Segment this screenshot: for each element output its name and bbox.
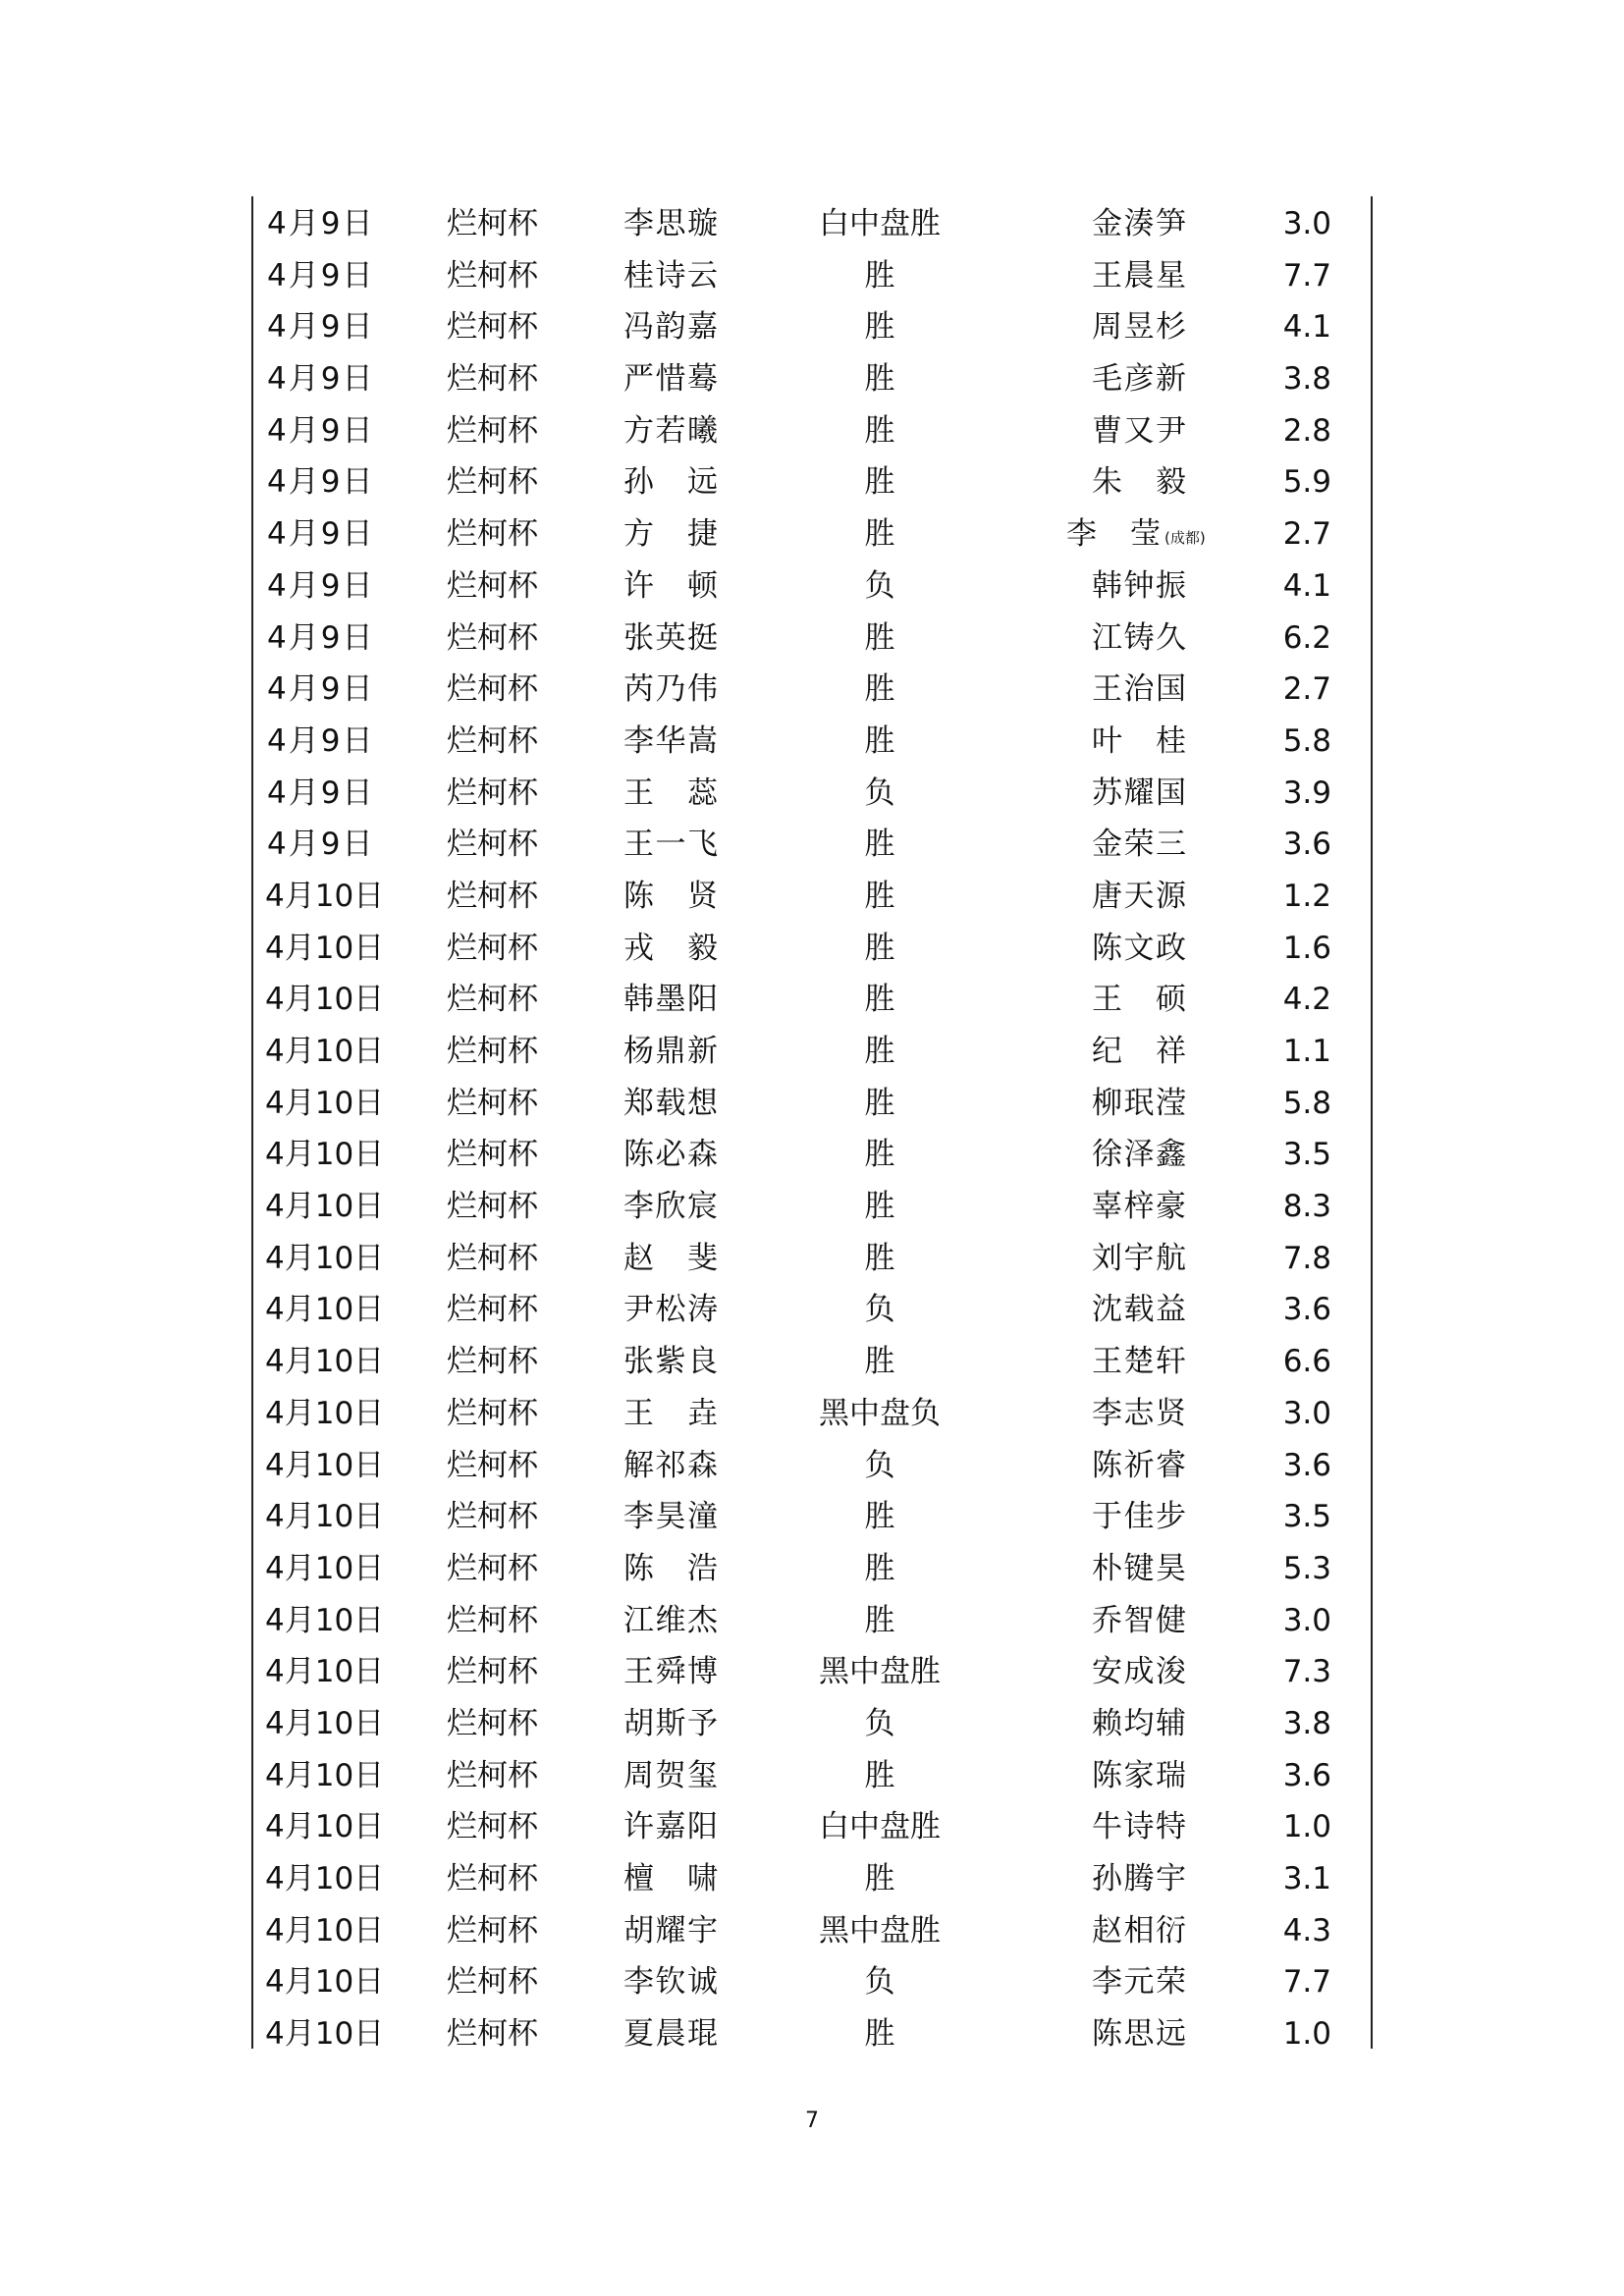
opponent-cell: 沈载益 [1092,1292,1186,1328]
result-cell: 负 [864,567,895,604]
value-cell: 3.0 [1282,206,1331,241]
date-cell: 4月10日 [265,1344,385,1380]
value-cell: 3.0 [1282,1602,1331,1638]
opponent-cell: 陈思远 [1092,2016,1186,2053]
date-cell: 4月9日 [267,671,375,708]
player-cell: 陈 浩 [623,1550,718,1586]
date-cell: 4月10日 [265,930,385,966]
opponent-cell: 陈文政 [1092,930,1186,966]
result-cell: 胜 [864,1499,895,1535]
table-row [251,508,1373,561]
player-cell: 夏晨琨 [623,2016,718,2053]
event-cell: 烂柯杯 [447,1034,538,1069]
opponent-cell [1066,508,1206,561]
value-cell: 3.1 [1282,1861,1331,1896]
date-cell: 4月10日 [265,1292,385,1328]
opponent-cell: 曹又尹 [1092,412,1186,449]
date-cell: 4月9日 [267,516,375,553]
value-cell: 3.6 [1282,1757,1331,1793]
date-cell: 4月10日 [265,1499,385,1535]
opponent-note: (成都) [1164,529,1206,548]
result-cell: 胜 [864,878,895,914]
opponent-cell: 周昱杉 [1092,309,1186,346]
result-cell: 胜 [864,1189,895,1225]
date-cell: 4月10日 [265,1654,385,1690]
event-cell: 烂柯杯 [447,619,538,656]
result-cell: 胜 [864,827,895,863]
opponent-cell: 叶 桂 [1092,722,1186,759]
event-cell: 烂柯杯 [447,1189,538,1225]
event-cell: 烂柯杯 [447,516,538,553]
opponent-cell: 孙腾宇 [1092,1861,1186,1896]
player-cell: 陈必森 [623,1137,718,1173]
event-cell: 烂柯杯 [447,412,538,449]
date-cell: 4月10日 [265,982,385,1018]
result-cell: 胜 [864,1344,895,1380]
opponent-cell: 纪 祥 [1092,1034,1186,1069]
opponent-cell: 毛彦新 [1092,361,1186,398]
value-cell: 5.8 [1282,722,1331,759]
result-cell: 胜 [864,1602,895,1638]
opponent-cell: 李元荣 [1092,1964,1186,2001]
event-cell: 烂柯杯 [447,1861,538,1896]
event-cell: 烂柯杯 [447,878,538,914]
date-cell: 4月10日 [265,1137,385,1173]
result-cell: 胜 [864,982,895,1018]
player-cell: 孙 远 [623,464,718,501]
opponent-cell: 王 硕 [1092,982,1186,1018]
opponent-cell: 王晨星 [1092,257,1186,294]
date-cell: 4月9日 [267,257,375,294]
value-cell: 5.8 [1282,1085,1331,1121]
result-cell: 负 [864,1964,895,2001]
opponent-cell: 辜梓豪 [1092,1189,1186,1225]
event-cell: 烂柯杯 [447,361,538,398]
player-cell: 张紫良 [623,1344,718,1380]
table-row [251,1129,1373,1181]
result-cell: 胜 [864,361,895,398]
event-cell: 烂柯杯 [447,1602,538,1638]
result-cell: 白中盘胜 [819,1809,941,1845]
value-cell: 2.8 [1282,412,1331,449]
player-cell: 李欣宸 [623,1189,718,1225]
result-cell: 负 [864,1292,895,1328]
date-cell: 4月10日 [265,1964,385,2001]
event-cell: 烂柯杯 [447,774,538,811]
date-cell: 4月10日 [265,1034,385,1069]
date-cell: 4月10日 [265,2016,385,2053]
table-row [251,1388,1373,1440]
value-cell: 1.6 [1282,930,1331,966]
value-cell: 7.7 [1282,1964,1331,2001]
table-row [251,1698,1373,1750]
player-cell: 李钦诚 [623,1964,718,2001]
table-row [251,561,1373,613]
table-row [251,1543,1373,1595]
player-cell: 王 蕊 [623,774,718,811]
result-cell: 白中盘胜 [819,206,941,241]
event-cell: 烂柯杯 [447,1964,538,2001]
result-cell: 胜 [864,1137,895,1173]
player-cell: 芮乃伟 [623,671,718,708]
date-cell: 4月10日 [265,1861,385,1896]
player-cell: 陈 贤 [623,878,718,914]
opponent-cell: 金湊笋 [1092,206,1186,241]
date-cell: 4月9日 [267,722,375,759]
opponent-cell: 于佳步 [1092,1499,1186,1535]
event-cell: 烂柯杯 [447,1447,538,1483]
value-cell: 3.5 [1282,1137,1331,1173]
date-cell: 4月9日 [267,464,375,501]
date-cell: 4月9日 [267,619,375,656]
player-cell: 许嘉阳 [623,1809,718,1845]
player-cell: 江维杰 [623,1602,718,1638]
player-cell: 檀 啸 [623,1861,718,1896]
value-cell: 4.1 [1282,309,1331,346]
event-cell: 烂柯杯 [447,1085,538,1121]
date-cell: 4月10日 [265,1602,385,1638]
opponent-cell: 柳珉滢 [1092,1085,1186,1121]
value-cell: 3.0 [1282,1395,1331,1431]
player-cell: 周贺玺 [623,1757,718,1793]
table-row [251,405,1373,457]
table-row [251,613,1373,665]
player-cell: 胡斯予 [623,1705,718,1741]
date-cell: 4月10日 [265,1447,385,1483]
event-cell: 烂柯杯 [447,827,538,863]
player-cell: 李华嵩 [623,722,718,759]
result-cell: 胜 [864,1550,895,1586]
event-cell: 烂柯杯 [447,722,538,759]
event-cell: 烂柯杯 [447,982,538,1018]
opponent-cell: 苏耀国 [1092,774,1186,811]
event-cell: 烂柯杯 [447,1395,538,1431]
value-cell: 7.8 [1282,1240,1331,1276]
event-cell: 烂柯杯 [447,1344,538,1380]
result-cell: 胜 [864,2016,895,2053]
table-row [251,768,1373,820]
value-cell: 5.3 [1282,1550,1331,1586]
result-cell: 黑中盘胜 [819,1912,941,1949]
table-row [251,716,1373,768]
event-cell: 烂柯杯 [447,309,538,346]
value-cell: 3.8 [1282,1705,1331,1741]
value-cell: 4.2 [1282,982,1331,1018]
date-cell: 4月9日 [267,774,375,811]
table-row [251,1181,1373,1233]
value-cell: 1.0 [1282,1809,1331,1845]
table-row [251,1233,1373,1285]
opponent-cell: 牛诗特 [1092,1809,1186,1845]
player-cell: 严惜蓦 [623,361,718,398]
value-cell: 3.6 [1282,827,1331,863]
value-cell: 4.1 [1282,567,1331,604]
value-cell: 8.3 [1282,1189,1331,1225]
value-cell: 3.5 [1282,1499,1331,1535]
result-cell: 胜 [864,309,895,346]
table-row [251,2008,1373,2060]
event-cell: 烂柯杯 [447,1137,538,1173]
result-cell: 胜 [864,464,895,501]
result-cell: 胜 [864,671,895,708]
value-cell: 4.3 [1282,1912,1331,1949]
table-row [251,923,1373,975]
date-cell: 4月10日 [265,1240,385,1276]
date-cell: 4月10日 [265,1705,385,1741]
value-cell: 6.2 [1282,619,1331,656]
value-cell: 2.7 [1282,671,1331,708]
player-cell: 戎 毅 [623,930,718,966]
result-cell: 胜 [864,619,895,656]
value-cell: 7.3 [1282,1654,1331,1690]
opponent-cell: 王楚轩 [1092,1344,1186,1380]
result-cell: 黑中盘胜 [819,1654,941,1690]
date-cell: 4月9日 [267,412,375,449]
player-cell: 方若曦 [623,412,718,449]
date-cell: 4月9日 [267,206,375,241]
opponent-cell: 安成浚 [1092,1654,1186,1690]
table-row [251,819,1373,871]
date-cell: 4月10日 [265,1757,385,1793]
date-cell: 4月10日 [265,1550,385,1586]
result-cell: 胜 [864,1757,895,1793]
player-cell: 王一飞 [623,827,718,863]
date-cell: 4月10日 [265,878,385,914]
player-cell: 赵 斐 [623,1240,718,1276]
opponent-cell: 李志贤 [1092,1395,1186,1431]
event-cell: 烂柯杯 [447,206,538,241]
event-cell: 烂柯杯 [447,1240,538,1276]
table-row [251,974,1373,1026]
result-cell: 胜 [864,1034,895,1069]
value-cell: 1.2 [1282,878,1331,914]
value-cell: 3.6 [1282,1447,1331,1483]
result-cell: 负 [864,774,895,811]
opponent-cell: 乔智健 [1092,1602,1186,1638]
date-cell: 4月10日 [265,1809,385,1845]
result-cell: 负 [864,1447,895,1483]
event-cell: 烂柯杯 [447,1292,538,1328]
value-cell: 2.7 [1282,516,1331,553]
player-cell: 杨鼎新 [623,1034,718,1069]
result-cell: 胜 [864,516,895,553]
table-row [251,1440,1373,1492]
value-cell: 1.0 [1282,2016,1331,2053]
event-cell: 烂柯杯 [447,1550,538,1586]
page-number: 7 [805,2109,819,2133]
result-cell: 胜 [864,257,895,294]
player-cell: 王 垚 [623,1395,718,1431]
date-cell: 4月10日 [265,1189,385,1225]
result-cell: 黑中盘负 [819,1395,941,1431]
player-cell: 尹松涛 [623,1292,718,1328]
value-cell: 3.6 [1282,1292,1331,1328]
player-cell: 张英挺 [623,619,718,656]
event-cell: 烂柯杯 [447,257,538,294]
event-cell: 烂柯杯 [447,1757,538,1793]
date-cell: 4月10日 [265,1912,385,1949]
opponent-cell: 王治国 [1092,671,1186,708]
player-cell: 胡耀宇 [623,1912,718,1949]
value-cell: 1.1 [1282,1034,1331,1069]
event-cell: 烂柯杯 [447,1809,538,1845]
result-cell: 负 [864,1705,895,1741]
event-cell: 烂柯杯 [447,1654,538,1690]
table-row [251,301,1373,353]
result-cell: 胜 [864,1085,895,1121]
result-cell: 胜 [864,1861,895,1896]
event-cell: 烂柯杯 [447,1912,538,1949]
table-row [251,1646,1373,1698]
table-row [251,664,1373,716]
player-cell: 韩墨阳 [623,982,718,1018]
player-cell: 王舜博 [623,1654,718,1690]
player-cell: 郑载想 [623,1085,718,1121]
event-cell: 烂柯杯 [447,930,538,966]
opponent-cell: 江铸久 [1092,619,1186,656]
value-cell: 5.9 [1282,464,1331,501]
table-row [251,1905,1373,1957]
player-cell: 许 顿 [623,567,718,604]
opponent-cell: 金荣三 [1092,827,1186,863]
player-cell: 李思璇 [623,206,718,241]
player-cell: 冯韵嘉 [623,309,718,346]
opponent-cell: 赵相衍 [1092,1912,1186,1949]
date-cell: 4月9日 [267,361,375,398]
opponent-cell: 唐天源 [1092,878,1186,914]
table-row [251,1026,1373,1078]
table-row [251,1595,1373,1647]
result-cell: 胜 [864,412,895,449]
opponent-name: 李 莹 [1066,516,1161,553]
event-cell: 烂柯杯 [447,671,538,708]
opponent-cell: 徐泽鑫 [1092,1137,1186,1173]
opponent-cell: 刘宇航 [1092,1240,1186,1276]
date-cell: 4月10日 [265,1085,385,1121]
table-row [251,1336,1373,1388]
result-cell: 胜 [864,1240,895,1276]
date-cell: 4月10日 [265,1395,385,1431]
opponent-cell: 朱 毅 [1092,464,1186,501]
player-cell: 桂诗云 [623,257,718,294]
opponent-cell: 赖均辅 [1092,1705,1186,1741]
player-cell: 李昊潼 [623,1499,718,1535]
player-cell: 解祁森 [623,1447,718,1483]
event-cell: 烂柯杯 [447,1499,538,1535]
table-row [251,1750,1373,1802]
result-cell: 胜 [864,722,895,759]
opponent-cell: 朴键昊 [1092,1550,1186,1586]
table-row [251,1956,1373,2008]
event-cell: 烂柯杯 [447,2016,538,2053]
date-cell: 4月9日 [267,309,375,346]
value-cell: 7.7 [1282,257,1331,294]
table-row [251,456,1373,508]
date-cell: 4月9日 [267,567,375,604]
result-cell: 胜 [864,930,895,966]
event-cell: 烂柯杯 [447,1705,538,1741]
table-row [251,871,1373,923]
table-row [251,1491,1373,1543]
opponent-cell: 韩钟振 [1092,567,1186,604]
date-cell: 4月9日 [267,827,375,863]
opponent-cell: 陈祈睿 [1092,1447,1186,1483]
event-cell: 烂柯杯 [447,464,538,501]
value-cell: 3.8 [1282,361,1331,398]
table-row [251,250,1373,302]
value-cell: 6.6 [1282,1344,1331,1380]
event-cell: 烂柯杯 [447,567,538,604]
value-cell: 3.9 [1282,774,1331,811]
table-row [251,1801,1373,1853]
opponent-cell: 陈家瑞 [1092,1757,1186,1793]
table-row [251,198,1373,250]
table-row [251,353,1373,405]
table-row [251,1284,1373,1336]
results-table [251,198,1373,2060]
table-row [251,1853,1373,1905]
player-cell: 方 捷 [623,516,718,553]
table-row [251,1078,1373,1130]
